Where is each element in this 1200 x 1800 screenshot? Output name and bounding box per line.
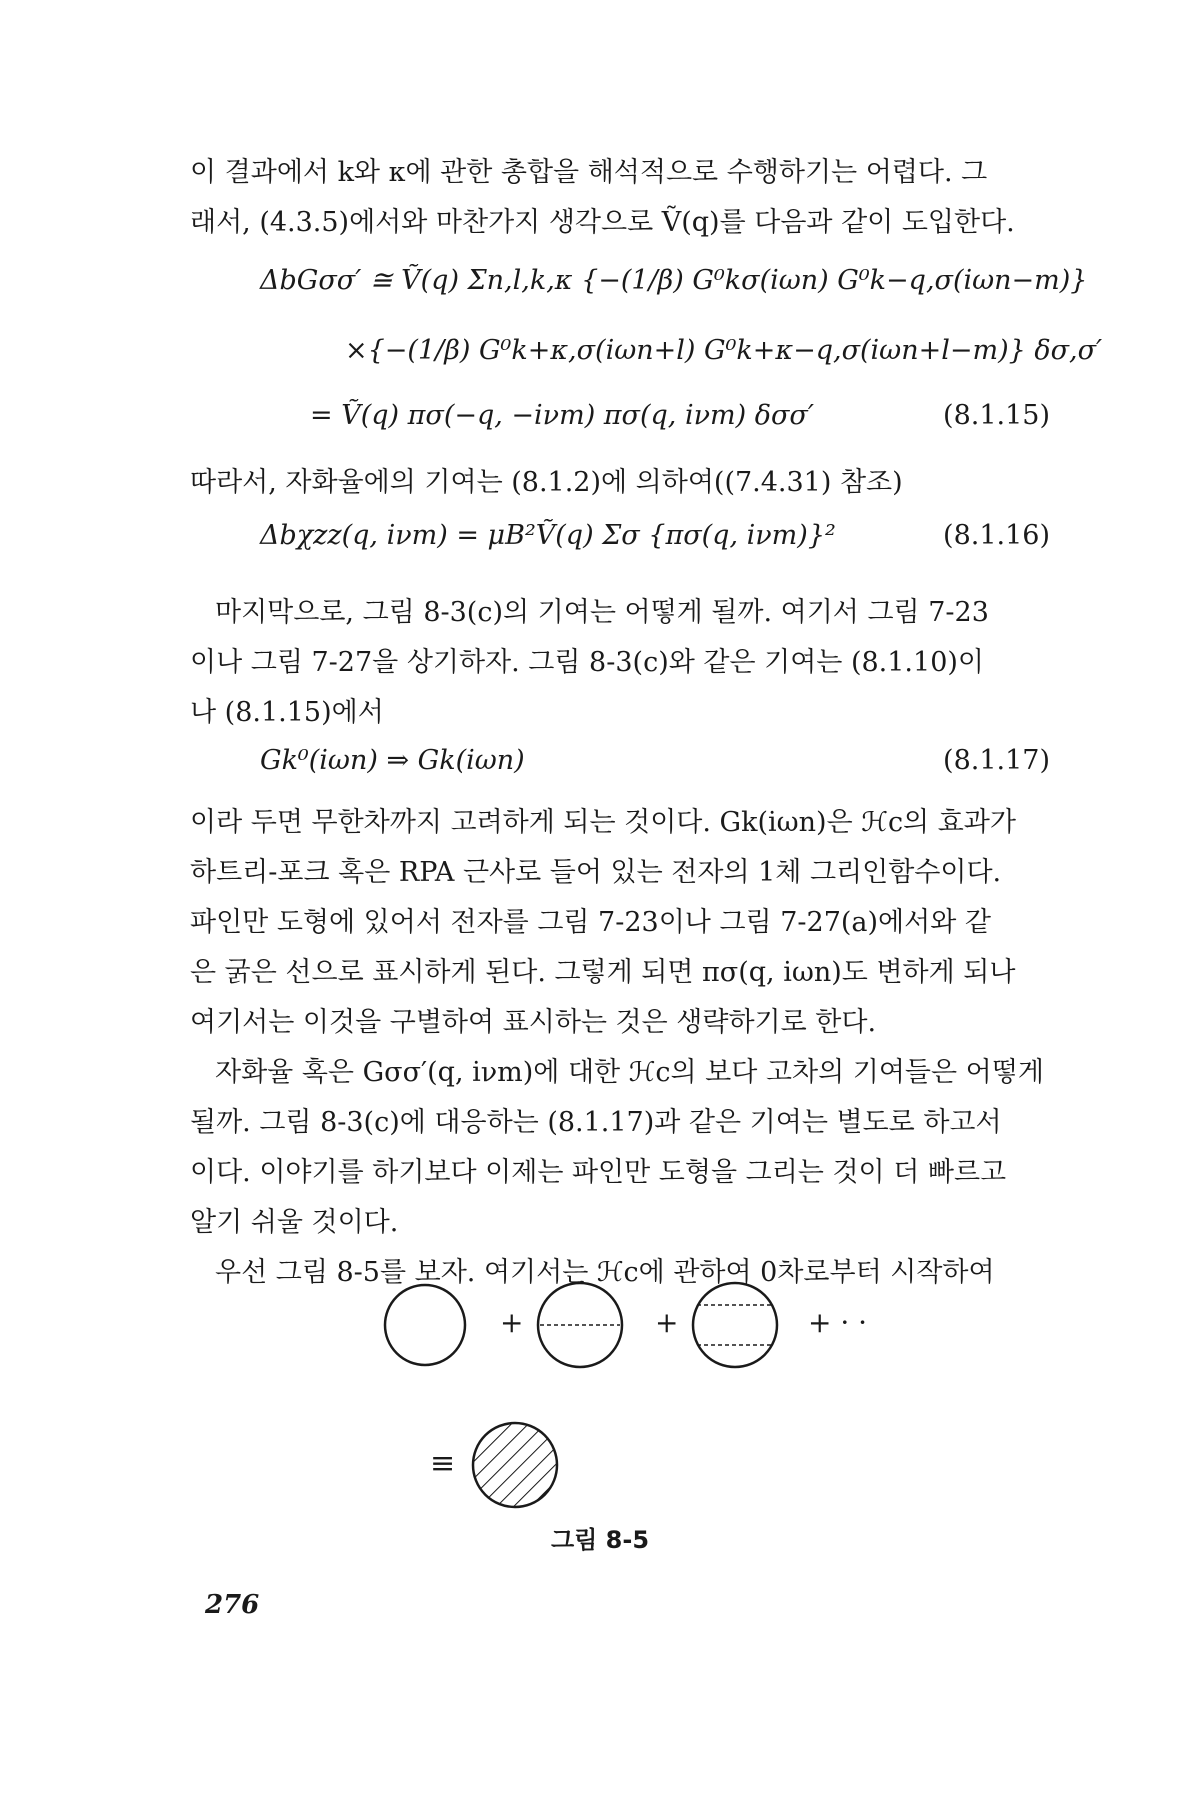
paragraph-2: 따라서, 자화율에의 기여는 (8.1.2)에 의하여((7.4.31) 참조): [190, 467, 903, 498]
paragraph-4-line-4: 은 굵은 선으로 표시하게 된다. 그렇게 되면 πσ(q, iωn)도 변하게 되나: [190, 957, 1016, 988]
equation-8-1-17: Gk⁰(iωn) ⇒ Gk(iωn): [260, 745, 525, 776]
paragraph-6: 우선 그림 8-5를 보자. 여기서는 ℋc에 관하여 0차로부터 시작하여: [215, 1257, 995, 1288]
plus-sign-continuation: + · ·: [808, 1306, 868, 1339]
equation-8-1-15-line-2: ×{−(1/β) G⁰k+κ,σ(iωn+l) G⁰k+κ−q,σ(iωn+l−m)} δσ,σ′: [345, 335, 1103, 366]
plus-sign-2: +: [655, 1306, 679, 1339]
bubble-diagram-first-order: [538, 1283, 622, 1367]
bubble-diagram-second-order: [690, 1283, 780, 1367]
paragraph-3-line-3: 나 (8.1.15)에서: [190, 697, 384, 728]
paragraph-4-line-2: 하트리-포크 혹은 RPA 근사로 들어 있는 전자의 1체 그리인함수이다.: [190, 857, 1002, 888]
equation-number-8-1-17: (8.1.17): [943, 745, 1050, 776]
paragraph-5-line-2: 될까. 그림 8-3(c)에 대응하는 (8.1.17)과 같은 기여는 별도로 하고서: [190, 1107, 1002, 1138]
paragraph-5-line-4: 알기 쉬울 것이다.: [190, 1207, 399, 1238]
paragraph-5-line-1: 자화율 혹은 Gσσ′(q, iνm)에 대한 ℋc의 보다 고차의 기여들은 어떻게: [215, 1057, 1044, 1088]
figure-caption: 그림 8-5: [550, 1526, 650, 1554]
plus-sign-1: +: [500, 1306, 524, 1339]
paragraph-4-line-1: 이라 두면 무한차까지 고려하게 되는 것이다. Gk(iωn)은 ℋc의 효과가: [190, 807, 1016, 838]
paragraph-5-line-3: 이다. 이야기를 하기보다 이제는 파인만 도형을 그리는 것이 더 빠르고: [190, 1157, 1007, 1188]
paragraph-4-line-3: 파인만 도형에 있어서 전자를 그림 7-23이나 그림 7-27(a)에서와 같: [190, 907, 991, 938]
page-number: 276: [205, 1590, 260, 1620]
equation-number-8-1-15: (8.1.15): [943, 400, 1050, 431]
equation-8-1-15-line-1: ΔbGσσ′ ≅ Ṽ(q) Σn,l,k,κ {−(1/β) G⁰kσ(iωn) G⁰k−q,σ(iωn−m)}: [260, 265, 1088, 296]
paragraph-1-line-2: 래서, (4.3.5)에서와 마찬가지 생각으로 Ṽ(q)를 다음과 같이 도입한다.: [190, 207, 1015, 238]
equation-8-1-16: Δbχzz(q, iνm) = μB²Ṽ(q) Σσ {πσ(q, iνm)}²: [260, 520, 836, 551]
equation-8-1-15-line-3: = Ṽ(q) πσ(−q, −iνm) πσ(q, iνm) δσσ′: [310, 400, 814, 431]
paragraph-3-line-2: 이나 그림 7-27을 상기하자. 그림 8-3(c)와 같은 기여는 (8.1.10)이: [190, 647, 984, 678]
paragraph-4-line-5: 여기서는 이것을 구별하여 표시하는 것은 생략하기로 한다.: [190, 1007, 877, 1038]
bubble-diagram-zeroth-order: [385, 1285, 465, 1365]
hatched-bubble-diagram: [473, 1423, 557, 1507]
equation-number-8-1-16: (8.1.16): [943, 520, 1050, 551]
paragraph-3-line-1: 마지막으로, 그림 8-3(c)의 기여는 어떻게 될까. 여기서 그림 7-23: [215, 597, 989, 628]
equivalence-sign: ≡: [430, 1446, 456, 1481]
paragraph-1-line-1: 이 결과에서 k와 κ에 관한 총합을 해석적으로 수행하기는 어렵다. 그: [190, 157, 988, 188]
